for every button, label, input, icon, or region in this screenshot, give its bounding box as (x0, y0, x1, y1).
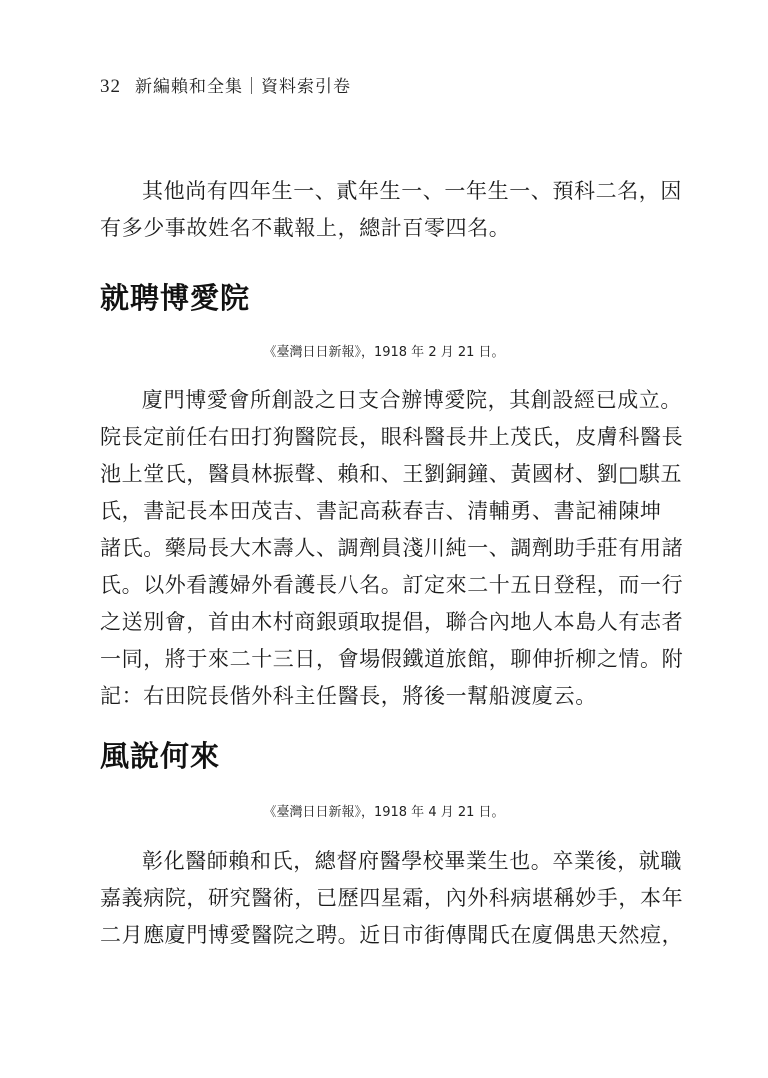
section-title-feng-shuo-he-lai: 風說何來 (100, 739, 221, 773)
paragraph-line: 之送別會，首由木村商銀頭取提倡，聯合內地人本島人有志者 (100, 610, 684, 634)
paragraph-line: 有多少事故姓名不載報上，總計百零四名。 (100, 216, 511, 240)
page-number: 32 (100, 76, 121, 97)
paragraph-line: 記：右田院長偕外科主任醫長，將後一幫船渡廈云。 (100, 684, 597, 708)
paragraph-line: 嘉義病院，研究醫術，已歷四星霜，內外科病堪稱妙手，本年 (100, 886, 684, 910)
section-title-jiu-pin-bo-ai-yuan: 就聘博愛院 (100, 281, 251, 315)
running-header (100, 72, 351, 98)
paragraph-line: 池上堂氏，醫員林振聲、賴和、王劉銅鐘、黃國材、劉□騏五 (100, 462, 683, 486)
paragraph-line: 氏，書記長本田茂吉、書記高萩春吉、清輔勇、書記補陳坤 (100, 499, 662, 523)
paragraph-line: 廈門博愛會所創設之日支合辦博愛院，其創設經已成立。 (142, 388, 682, 412)
intro-paragraph (100, 173, 682, 247)
section1-source-citation: 《臺灣日日新報》，1918 年 2 月 21 日。 (263, 345, 505, 360)
section2-source-citation: 《臺灣日日新報》，1918 年 4 月 21 日。 (263, 805, 505, 820)
section2-body (100, 843, 684, 954)
paragraph-line: 彰化醫師賴和氏，總督府醫學校畢業生也。卒業後，就職 (142, 849, 682, 873)
book-title: 新編賴和全集｜資料索引卷 (135, 77, 351, 97)
paragraph-line: 其他尚有四年生一、貳年生一、一年生一、預科二名，因 (142, 179, 682, 203)
paragraph-line: 院長定前任右田打狗醫院長，眼科醫長井上茂氏，皮膚科醫長 (100, 425, 684, 449)
paragraph-line: 二月應廈門博愛醫院之聘。近日市街傳聞氏在廈偶患天然痘， (100, 923, 684, 947)
paragraph-line: 氏。以外看護婦外看護長八名。訂定來二十五日登程，而一行 (100, 573, 684, 597)
paragraph-line: 一同，將于來二十三日，會場假鐵道旅館，聊伸折柳之情。附 (100, 647, 684, 671)
section1-body (100, 382, 684, 715)
paragraph-line: 諸氏。藥局長大木壽人、調劑員淺川純一、調劑助手莊有用諸 (100, 536, 684, 560)
